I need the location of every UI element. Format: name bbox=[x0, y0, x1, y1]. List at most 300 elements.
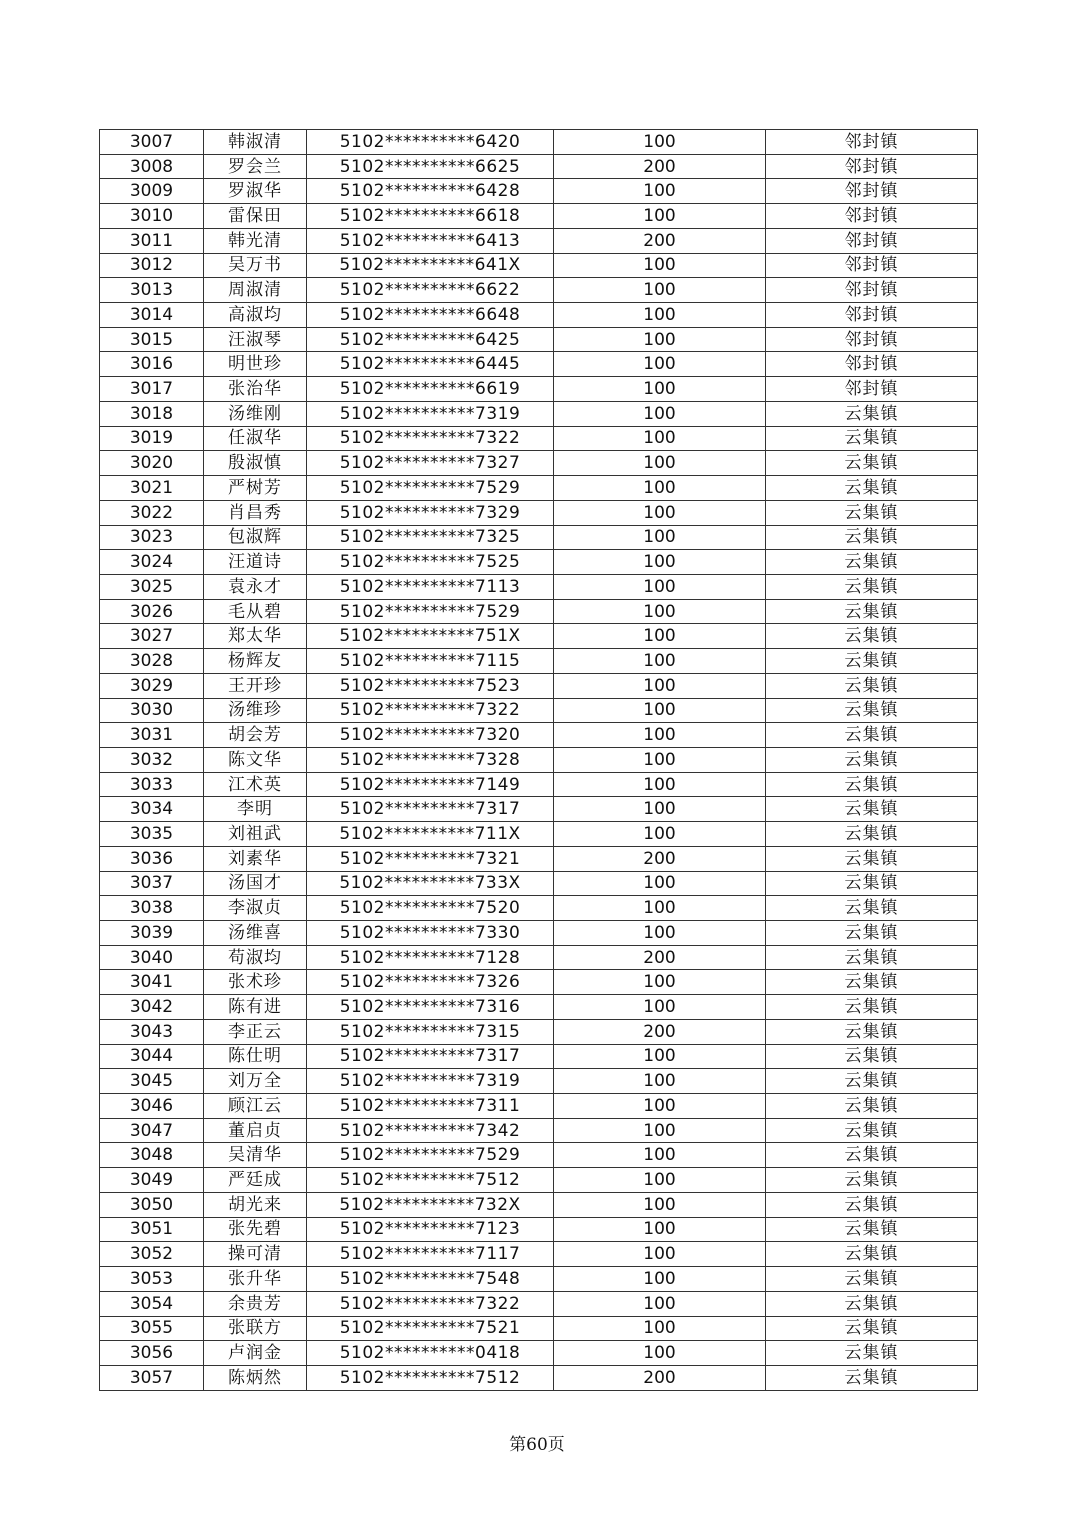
row-number-cell: 3022 bbox=[100, 500, 204, 525]
amount-cell: 100 bbox=[554, 1044, 766, 1069]
row-number-cell: 3042 bbox=[100, 995, 204, 1020]
name-cell: 张升华 bbox=[204, 1267, 307, 1292]
name-cell: 高淑均 bbox=[204, 303, 307, 328]
table-row bbox=[100, 673, 978, 698]
name-cell: 陈炳然 bbox=[204, 1365, 307, 1390]
id-number-cell: 5102**********7128 bbox=[307, 945, 554, 970]
town-cell: 云集镇 bbox=[766, 1365, 978, 1390]
amount-cell: 100 bbox=[554, 1341, 766, 1366]
name-cell: 罗会兰 bbox=[204, 154, 307, 179]
name-cell: 苟淑均 bbox=[204, 945, 307, 970]
table-row bbox=[100, 698, 978, 723]
table-row bbox=[100, 253, 978, 278]
name-cell: 韩光清 bbox=[204, 228, 307, 253]
amount-cell: 100 bbox=[554, 130, 766, 155]
name-cell: 张术珍 bbox=[204, 970, 307, 995]
amount-cell: 100 bbox=[554, 476, 766, 501]
town-cell: 云集镇 bbox=[766, 945, 978, 970]
town-cell: 云集镇 bbox=[766, 1242, 978, 1267]
amount-cell: 100 bbox=[554, 550, 766, 575]
id-number-cell: 5102**********7512 bbox=[307, 1168, 554, 1193]
table-row bbox=[100, 327, 978, 352]
amount-cell: 100 bbox=[554, 1217, 766, 1242]
id-number-cell: 5102**********7328 bbox=[307, 747, 554, 772]
town-cell: 邻封镇 bbox=[766, 130, 978, 155]
table-row bbox=[100, 1267, 978, 1292]
name-cell: 张治华 bbox=[204, 377, 307, 402]
row-number-cell: 3044 bbox=[100, 1044, 204, 1069]
table-row bbox=[100, 1044, 978, 1069]
name-cell: 王开珍 bbox=[204, 673, 307, 698]
amount-cell: 100 bbox=[554, 500, 766, 525]
amount-cell: 100 bbox=[554, 525, 766, 550]
table-row bbox=[100, 624, 978, 649]
table-row bbox=[100, 1192, 978, 1217]
name-cell: 刘万全 bbox=[204, 1069, 307, 1094]
table-row bbox=[100, 797, 978, 822]
table-row bbox=[100, 896, 978, 921]
row-number-cell: 3024 bbox=[100, 550, 204, 575]
id-number-cell: 5102**********7322 bbox=[307, 426, 554, 451]
id-number-cell: 5102**********7322 bbox=[307, 698, 554, 723]
amount-cell: 100 bbox=[554, 797, 766, 822]
id-number-cell: 5102**********7330 bbox=[307, 921, 554, 946]
id-number-cell: 5102**********7113 bbox=[307, 574, 554, 599]
amount-cell: 100 bbox=[554, 1168, 766, 1193]
town-cell: 云集镇 bbox=[766, 426, 978, 451]
town-cell: 邻封镇 bbox=[766, 303, 978, 328]
name-cell: 余贵芳 bbox=[204, 1291, 307, 1316]
town-cell: 云集镇 bbox=[766, 995, 978, 1020]
id-number-cell: 5102**********7329 bbox=[307, 500, 554, 525]
name-cell: 罗淑华 bbox=[204, 179, 307, 204]
name-cell: 严廷成 bbox=[204, 1168, 307, 1193]
row-number-cell: 3017 bbox=[100, 377, 204, 402]
id-number-cell: 5102**********7525 bbox=[307, 550, 554, 575]
town-cell: 邻封镇 bbox=[766, 278, 978, 303]
town-cell: 云集镇 bbox=[766, 1069, 978, 1094]
town-cell: 云集镇 bbox=[766, 500, 978, 525]
id-number-cell: 5102**********711X bbox=[307, 822, 554, 847]
amount-cell: 200 bbox=[554, 945, 766, 970]
amount-cell: 100 bbox=[554, 747, 766, 772]
name-cell: 陈仕明 bbox=[204, 1044, 307, 1069]
table-row bbox=[100, 1217, 978, 1242]
town-cell: 云集镇 bbox=[766, 550, 978, 575]
amount-cell: 100 bbox=[554, 1143, 766, 1168]
roster-table-body bbox=[100, 130, 978, 1391]
row-number-cell: 3013 bbox=[100, 278, 204, 303]
name-cell: 胡会芳 bbox=[204, 723, 307, 748]
table-row bbox=[100, 228, 978, 253]
amount-cell: 100 bbox=[554, 649, 766, 674]
town-cell: 云集镇 bbox=[766, 896, 978, 921]
town-cell: 云集镇 bbox=[766, 1143, 978, 1168]
row-number-cell: 3029 bbox=[100, 673, 204, 698]
row-number-cell: 3035 bbox=[100, 822, 204, 847]
town-cell: 云集镇 bbox=[766, 525, 978, 550]
amount-cell: 100 bbox=[554, 871, 766, 896]
table-row bbox=[100, 921, 978, 946]
id-number-cell: 5102**********7520 bbox=[307, 896, 554, 921]
town-cell: 邻封镇 bbox=[766, 377, 978, 402]
id-number-cell: 5102**********7529 bbox=[307, 1143, 554, 1168]
row-number-cell: 3007 bbox=[100, 130, 204, 155]
table-row bbox=[100, 278, 978, 303]
town-cell: 云集镇 bbox=[766, 1094, 978, 1119]
row-number-cell: 3031 bbox=[100, 723, 204, 748]
id-number-cell: 5102**********7317 bbox=[307, 797, 554, 822]
row-number-cell: 3014 bbox=[100, 303, 204, 328]
amount-cell: 100 bbox=[554, 1192, 766, 1217]
name-cell: 刘祖武 bbox=[204, 822, 307, 847]
row-number-cell: 3043 bbox=[100, 1019, 204, 1044]
amount-cell: 100 bbox=[554, 673, 766, 698]
table-row bbox=[100, 401, 978, 426]
name-cell: 明世珍 bbox=[204, 352, 307, 377]
table-row bbox=[100, 476, 978, 501]
name-cell: 任淑华 bbox=[204, 426, 307, 451]
name-cell: 汤维刚 bbox=[204, 401, 307, 426]
table-row bbox=[100, 723, 978, 748]
id-number-cell: 5102**********733X bbox=[307, 871, 554, 896]
amount-cell: 100 bbox=[554, 624, 766, 649]
town-cell: 云集镇 bbox=[766, 1341, 978, 1366]
row-number-cell: 3056 bbox=[100, 1341, 204, 1366]
name-cell: 吴清华 bbox=[204, 1143, 307, 1168]
row-number-cell: 3030 bbox=[100, 698, 204, 723]
row-number-cell: 3037 bbox=[100, 871, 204, 896]
amount-cell: 100 bbox=[554, 1267, 766, 1292]
name-cell: 吴万书 bbox=[204, 253, 307, 278]
table-row bbox=[100, 426, 978, 451]
amount-cell: 100 bbox=[554, 401, 766, 426]
table-row bbox=[100, 747, 978, 772]
id-number-cell: 5102**********7115 bbox=[307, 649, 554, 674]
row-number-cell: 3051 bbox=[100, 1217, 204, 1242]
table-row bbox=[100, 599, 978, 624]
row-number-cell: 3011 bbox=[100, 228, 204, 253]
table-row bbox=[100, 451, 978, 476]
table-row bbox=[100, 179, 978, 204]
id-number-cell: 5102**********7320 bbox=[307, 723, 554, 748]
town-cell: 云集镇 bbox=[766, 649, 978, 674]
name-cell: 杨辉友 bbox=[204, 649, 307, 674]
name-cell: 董启贞 bbox=[204, 1118, 307, 1143]
amount-cell: 100 bbox=[554, 1291, 766, 1316]
amount-cell: 100 bbox=[554, 970, 766, 995]
row-number-cell: 3046 bbox=[100, 1094, 204, 1119]
amount-cell: 100 bbox=[554, 253, 766, 278]
table-row bbox=[100, 352, 978, 377]
table-row bbox=[100, 377, 978, 402]
row-number-cell: 3016 bbox=[100, 352, 204, 377]
amount-cell: 100 bbox=[554, 352, 766, 377]
row-number-cell: 3025 bbox=[100, 574, 204, 599]
town-cell: 云集镇 bbox=[766, 476, 978, 501]
name-cell: 张联方 bbox=[204, 1316, 307, 1341]
town-cell: 云集镇 bbox=[766, 673, 978, 698]
town-cell: 云集镇 bbox=[766, 624, 978, 649]
table-row bbox=[100, 846, 978, 871]
amount-cell: 100 bbox=[554, 921, 766, 946]
town-cell: 云集镇 bbox=[766, 1267, 978, 1292]
amount-cell: 100 bbox=[554, 179, 766, 204]
amount-cell: 100 bbox=[554, 204, 766, 229]
amount-cell: 200 bbox=[554, 228, 766, 253]
amount-cell: 200 bbox=[554, 846, 766, 871]
table-row bbox=[100, 1118, 978, 1143]
row-number-cell: 3023 bbox=[100, 525, 204, 550]
id-number-cell: 5102**********641X bbox=[307, 253, 554, 278]
name-cell: 李明 bbox=[204, 797, 307, 822]
id-number-cell: 5102**********7326 bbox=[307, 970, 554, 995]
town-cell: 云集镇 bbox=[766, 797, 978, 822]
amount-cell: 100 bbox=[554, 723, 766, 748]
name-cell: 陈文华 bbox=[204, 747, 307, 772]
amount-cell: 100 bbox=[554, 1094, 766, 1119]
name-cell: 汤国才 bbox=[204, 871, 307, 896]
name-cell: 严树芳 bbox=[204, 476, 307, 501]
id-number-cell: 5102**********7529 bbox=[307, 476, 554, 501]
table-row bbox=[100, 525, 978, 550]
amount-cell: 100 bbox=[554, 377, 766, 402]
row-number-cell: 3040 bbox=[100, 945, 204, 970]
id-number-cell: 5102**********7319 bbox=[307, 401, 554, 426]
table-row bbox=[100, 1341, 978, 1366]
id-number-cell: 5102**********732X bbox=[307, 1192, 554, 1217]
table-row bbox=[100, 130, 978, 155]
amount-cell: 100 bbox=[554, 1316, 766, 1341]
row-number-cell: 3047 bbox=[100, 1118, 204, 1143]
amount-cell: 100 bbox=[554, 451, 766, 476]
amount-cell: 100 bbox=[554, 303, 766, 328]
name-cell: 袁永才 bbox=[204, 574, 307, 599]
row-number-cell: 3027 bbox=[100, 624, 204, 649]
row-number-cell: 3019 bbox=[100, 426, 204, 451]
name-cell: 操可清 bbox=[204, 1242, 307, 1267]
id-number-cell: 5102**********7321 bbox=[307, 846, 554, 871]
row-number-cell: 3015 bbox=[100, 327, 204, 352]
amount-cell: 100 bbox=[554, 698, 766, 723]
row-number-cell: 3039 bbox=[100, 921, 204, 946]
id-number-cell: 5102**********7311 bbox=[307, 1094, 554, 1119]
town-cell: 云集镇 bbox=[766, 1118, 978, 1143]
row-number-cell: 3041 bbox=[100, 970, 204, 995]
name-cell: 毛从碧 bbox=[204, 599, 307, 624]
town-cell: 邻封镇 bbox=[766, 327, 978, 352]
town-cell: 云集镇 bbox=[766, 1044, 978, 1069]
amount-cell: 100 bbox=[554, 599, 766, 624]
town-cell: 云集镇 bbox=[766, 1217, 978, 1242]
row-number-cell: 3012 bbox=[100, 253, 204, 278]
row-number-cell: 3049 bbox=[100, 1168, 204, 1193]
id-number-cell: 5102**********6625 bbox=[307, 154, 554, 179]
table-row bbox=[100, 772, 978, 797]
row-number-cell: 3054 bbox=[100, 1291, 204, 1316]
id-number-cell: 5102**********6428 bbox=[307, 179, 554, 204]
row-number-cell: 3018 bbox=[100, 401, 204, 426]
town-cell: 云集镇 bbox=[766, 846, 978, 871]
town-cell: 邻封镇 bbox=[766, 253, 978, 278]
table-row bbox=[100, 945, 978, 970]
town-cell: 云集镇 bbox=[766, 822, 978, 847]
row-number-cell: 3008 bbox=[100, 154, 204, 179]
amount-cell: 100 bbox=[554, 896, 766, 921]
name-cell: 雷保田 bbox=[204, 204, 307, 229]
id-number-cell: 5102**********7319 bbox=[307, 1069, 554, 1094]
name-cell: 刘素华 bbox=[204, 846, 307, 871]
row-number-cell: 3021 bbox=[100, 476, 204, 501]
town-cell: 云集镇 bbox=[766, 1291, 978, 1316]
table-row bbox=[100, 649, 978, 674]
table-row bbox=[100, 1069, 978, 1094]
id-number-cell: 5102**********7316 bbox=[307, 995, 554, 1020]
amount-cell: 200 bbox=[554, 1365, 766, 1390]
name-cell: 殷淑慎 bbox=[204, 451, 307, 476]
row-number-cell: 3053 bbox=[100, 1267, 204, 1292]
town-cell: 云集镇 bbox=[766, 970, 978, 995]
table-row bbox=[100, 995, 978, 1020]
table-row bbox=[100, 1291, 978, 1316]
id-number-cell: 5102**********7149 bbox=[307, 772, 554, 797]
row-number-cell: 3009 bbox=[100, 179, 204, 204]
town-cell: 云集镇 bbox=[766, 1168, 978, 1193]
row-number-cell: 3020 bbox=[100, 451, 204, 476]
table-row bbox=[100, 303, 978, 328]
table-row bbox=[100, 1242, 978, 1267]
table-row bbox=[100, 871, 978, 896]
row-number-cell: 3048 bbox=[100, 1143, 204, 1168]
name-cell: 卢润金 bbox=[204, 1341, 307, 1366]
row-number-cell: 3052 bbox=[100, 1242, 204, 1267]
name-cell: 周淑清 bbox=[204, 278, 307, 303]
id-number-cell: 5102**********6420 bbox=[307, 130, 554, 155]
table-row bbox=[100, 1316, 978, 1341]
table-row bbox=[100, 970, 978, 995]
row-number-cell: 3026 bbox=[100, 599, 204, 624]
name-cell: 韩淑清 bbox=[204, 130, 307, 155]
id-number-cell: 5102**********7512 bbox=[307, 1365, 554, 1390]
amount-cell: 100 bbox=[554, 327, 766, 352]
table-row bbox=[100, 550, 978, 575]
id-number-cell: 5102**********0418 bbox=[307, 1341, 554, 1366]
town-cell: 云集镇 bbox=[766, 747, 978, 772]
amount-cell: 200 bbox=[554, 1019, 766, 1044]
town-cell: 云集镇 bbox=[766, 1192, 978, 1217]
id-number-cell: 5102**********6622 bbox=[307, 278, 554, 303]
town-cell: 云集镇 bbox=[766, 599, 978, 624]
amount-cell: 200 bbox=[554, 154, 766, 179]
town-cell: 云集镇 bbox=[766, 871, 978, 896]
amount-cell: 100 bbox=[554, 1118, 766, 1143]
row-number-cell: 3038 bbox=[100, 896, 204, 921]
id-number-cell: 5102**********7123 bbox=[307, 1217, 554, 1242]
table-row bbox=[100, 204, 978, 229]
table-row bbox=[100, 1143, 978, 1168]
name-cell: 李正云 bbox=[204, 1019, 307, 1044]
amount-cell: 100 bbox=[554, 1242, 766, 1267]
row-number-cell: 3050 bbox=[100, 1192, 204, 1217]
id-number-cell: 5102**********7523 bbox=[307, 673, 554, 698]
id-number-cell: 5102**********6648 bbox=[307, 303, 554, 328]
id-number-cell: 5102**********7529 bbox=[307, 599, 554, 624]
row-number-cell: 3028 bbox=[100, 649, 204, 674]
town-cell: 云集镇 bbox=[766, 723, 978, 748]
town-cell: 邻封镇 bbox=[766, 228, 978, 253]
town-cell: 云集镇 bbox=[766, 1316, 978, 1341]
id-number-cell: 5102**********6425 bbox=[307, 327, 554, 352]
name-cell: 汤维珍 bbox=[204, 698, 307, 723]
page-number: 第60页 bbox=[509, 1435, 565, 1455]
table-row bbox=[100, 574, 978, 599]
id-number-cell: 5102**********7317 bbox=[307, 1044, 554, 1069]
id-number-cell: 5102**********6413 bbox=[307, 228, 554, 253]
amount-cell: 100 bbox=[554, 772, 766, 797]
town-cell: 云集镇 bbox=[766, 451, 978, 476]
table-row bbox=[100, 1365, 978, 1390]
id-number-cell: 5102**********6619 bbox=[307, 377, 554, 402]
town-cell: 邻封镇 bbox=[766, 352, 978, 377]
town-cell: 云集镇 bbox=[766, 574, 978, 599]
row-number-cell: 3033 bbox=[100, 772, 204, 797]
id-number-cell: 5102**********7117 bbox=[307, 1242, 554, 1267]
name-cell: 汤维喜 bbox=[204, 921, 307, 946]
row-number-cell: 3057 bbox=[100, 1365, 204, 1390]
town-cell: 邻封镇 bbox=[766, 154, 978, 179]
table-row bbox=[100, 822, 978, 847]
id-number-cell: 5102**********7548 bbox=[307, 1267, 554, 1292]
name-cell: 顾江云 bbox=[204, 1094, 307, 1119]
town-cell: 云集镇 bbox=[766, 401, 978, 426]
name-cell: 张先碧 bbox=[204, 1217, 307, 1242]
name-cell: 包淑辉 bbox=[204, 525, 307, 550]
id-number-cell: 5102**********7325 bbox=[307, 525, 554, 550]
name-cell: 郑太华 bbox=[204, 624, 307, 649]
name-cell: 汪道诗 bbox=[204, 550, 307, 575]
amount-cell: 100 bbox=[554, 995, 766, 1020]
town-cell: 云集镇 bbox=[766, 698, 978, 723]
row-number-cell: 3036 bbox=[100, 846, 204, 871]
name-cell: 肖昌秀 bbox=[204, 500, 307, 525]
town-cell: 云集镇 bbox=[766, 921, 978, 946]
town-cell: 邻封镇 bbox=[766, 179, 978, 204]
name-cell: 陈有进 bbox=[204, 995, 307, 1020]
town-cell: 云集镇 bbox=[766, 772, 978, 797]
amount-cell: 100 bbox=[554, 278, 766, 303]
town-cell: 邻封镇 bbox=[766, 204, 978, 229]
name-cell: 汪淑琴 bbox=[204, 327, 307, 352]
id-number-cell: 5102**********7315 bbox=[307, 1019, 554, 1044]
row-number-cell: 3055 bbox=[100, 1316, 204, 1341]
table-row bbox=[100, 1019, 978, 1044]
name-cell: 胡光来 bbox=[204, 1192, 307, 1217]
table-row bbox=[100, 500, 978, 525]
id-number-cell: 5102**********7342 bbox=[307, 1118, 554, 1143]
row-number-cell: 3034 bbox=[100, 797, 204, 822]
amount-cell: 100 bbox=[554, 574, 766, 599]
table-row bbox=[100, 1094, 978, 1119]
table-row bbox=[100, 1168, 978, 1193]
town-cell: 云集镇 bbox=[766, 1019, 978, 1044]
id-number-cell: 5102**********751X bbox=[307, 624, 554, 649]
amount-cell: 100 bbox=[554, 426, 766, 451]
id-number-cell: 5102**********6618 bbox=[307, 204, 554, 229]
id-number-cell: 5102**********7327 bbox=[307, 451, 554, 476]
id-number-cell: 5102**********7322 bbox=[307, 1291, 554, 1316]
roster-table bbox=[99, 129, 978, 1391]
name-cell: 李淑贞 bbox=[204, 896, 307, 921]
